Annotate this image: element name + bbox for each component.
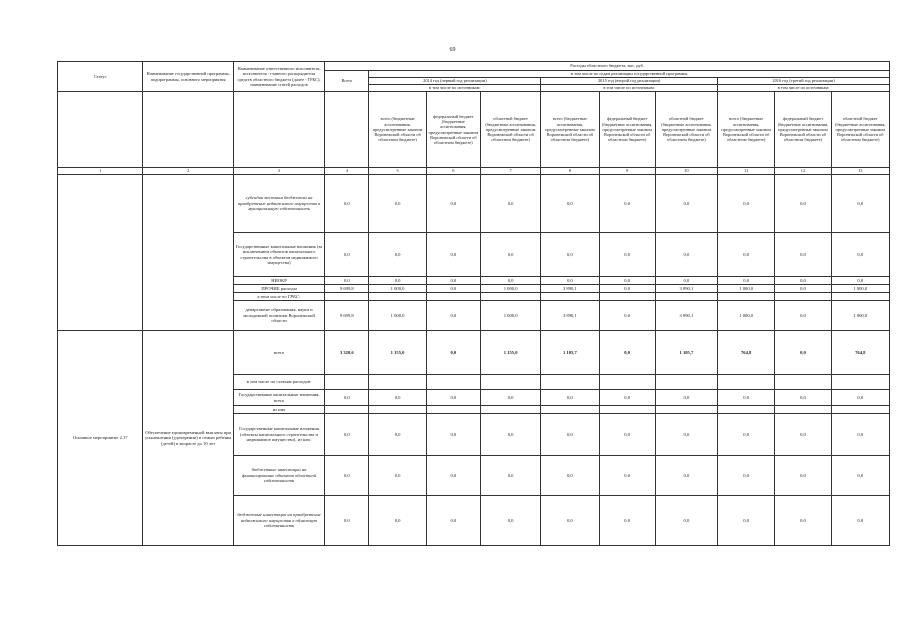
value-cell: 1 155,0 bbox=[369, 331, 426, 375]
value-cell: 0,0 bbox=[325, 414, 369, 456]
value-cell: 9 699,8 bbox=[325, 301, 369, 331]
value-cell: 0,0 bbox=[718, 456, 775, 496]
value-cell: 9 699,8 bbox=[325, 285, 369, 293]
value-cell: 0,0 bbox=[655, 233, 717, 277]
value-cell: 0,0 bbox=[426, 456, 480, 496]
row-label: бюджетные инвестиции на приобретение недвижимого имущества в областную собственность bbox=[233, 496, 324, 546]
value-cell: 1 000,0 bbox=[369, 285, 426, 293]
value-cell: 0,0 bbox=[480, 414, 540, 456]
value-cell: 0,0 bbox=[369, 277, 426, 285]
value-cell bbox=[718, 293, 775, 301]
value-cell: 0,0 bbox=[775, 277, 831, 285]
value-cell: 1 000,0 bbox=[480, 285, 540, 293]
row-label: Государственные капитальные вложения (объекты капитального строительства и недвижимое имущество), из них: bbox=[233, 414, 324, 456]
header-responsible: Наименование ответственного исполнителя, исполнителя - главного распорядителя средств областного бюджета (далее - ГРБС), наименование статей расходов bbox=[233, 62, 324, 92]
value-cell: 0,0 bbox=[718, 233, 775, 277]
value-cell: 1 105,7 bbox=[541, 331, 599, 375]
main-event-name: Обеспечение единовременной выплаты при усыновлении (удочерении) в семью ребенка (детей) в возрасте до 10 лет bbox=[143, 331, 233, 546]
value-cell: 1 000,0 bbox=[480, 301, 540, 331]
value-cell: 1 000,0 bbox=[831, 301, 889, 331]
value-cell: 0,0 bbox=[655, 175, 717, 233]
value-cell: 0,0 bbox=[599, 277, 655, 285]
value-cell: 0,0 bbox=[541, 277, 599, 285]
value-cell bbox=[480, 406, 540, 414]
value-cell bbox=[369, 406, 426, 414]
value-cell: 0,0 bbox=[775, 456, 831, 496]
row-label: Государственные капитальные вложения (за исключением объектов капитального строительства в объектов недвижимого имущества) bbox=[233, 233, 324, 277]
value-cell: 0,0 bbox=[599, 331, 655, 375]
value-cell: 0,0 bbox=[480, 277, 540, 285]
column-number: 7 bbox=[480, 168, 540, 175]
value-cell: 1 105,7 bbox=[655, 331, 717, 375]
value-cell: 764,8 bbox=[718, 331, 775, 375]
value-cell: 1 000,0 bbox=[831, 285, 889, 293]
column-number: 11 bbox=[718, 168, 775, 175]
value-cell: 0,0 bbox=[775, 390, 831, 406]
value-cell: 0,0 bbox=[480, 456, 540, 496]
row-label: департамент образования, науки и молодежной политики Воронежской области bbox=[233, 301, 324, 331]
value-cell: 0,0 bbox=[480, 390, 540, 406]
value-cell: 0,0 bbox=[718, 277, 775, 285]
row-label: субсидии местным бюджетам на приобретение недвижимого имущества в муниципальную собственность bbox=[233, 175, 324, 233]
column-number: 3 bbox=[233, 168, 324, 175]
column-number: 4 bbox=[325, 168, 369, 175]
value-cell: 0,0 bbox=[325, 233, 369, 277]
value-cell bbox=[775, 375, 831, 390]
table-row bbox=[58, 175, 890, 233]
value-cell bbox=[325, 293, 369, 301]
header-empty bbox=[233, 92, 324, 168]
value-cell bbox=[541, 293, 599, 301]
header-expenses-title: Расходы областного бюджета, тыс. руб. bbox=[325, 62, 890, 71]
value-cell: 0,0 bbox=[325, 277, 369, 285]
value-cell: 0,0 bbox=[831, 233, 889, 277]
row-label: ПРОЧИЕ расходы bbox=[233, 285, 324, 293]
header-col-regional: областной бюджет (бюджетные ассигнования, предусмотренные законом Воронежской области об областном бюджете) bbox=[831, 92, 889, 168]
value-cell bbox=[369, 293, 426, 301]
column-number: 6 bbox=[426, 168, 480, 175]
header-col-total: всего (бюджетные ассигнования, предусмотренные законом Воронежской области об областном бюджете) bbox=[541, 92, 599, 168]
value-cell: 0,0 bbox=[831, 414, 889, 456]
header-year-2014: 2014 год (первый год реализации) bbox=[369, 78, 541, 85]
header-col-regional: областной бюджет (бюджетные ассигнования, предусмотренные законом Воронежской области об областном бюджете) bbox=[480, 92, 540, 168]
value-cell: 0,0 bbox=[480, 175, 540, 233]
value-cell bbox=[718, 406, 775, 414]
main-event-status: Основное мероприятие 2.17 bbox=[58, 331, 143, 546]
program-cell bbox=[143, 175, 233, 331]
value-cell: 0,0 bbox=[325, 496, 369, 546]
value-cell bbox=[775, 406, 831, 414]
header-col-total: всего (бюджетные ассигнования, предусмотренные законом Воронежской области об областном бюджете) bbox=[369, 92, 426, 168]
value-cell: 0,0 bbox=[541, 175, 599, 233]
value-cell: 0,0 bbox=[541, 456, 599, 496]
value-cell bbox=[325, 375, 369, 390]
header-col-federal: федеральный бюджет (бюджетные ассигнования, предусмотренные законом Воронежской области об областном бюджете) bbox=[426, 92, 480, 168]
value-cell bbox=[718, 375, 775, 390]
value-cell bbox=[655, 406, 717, 414]
value-cell: 3 320,6 bbox=[325, 331, 369, 375]
column-number: 8 bbox=[541, 168, 599, 175]
value-cell: 0,0 bbox=[426, 390, 480, 406]
header-col-federal: федеральный бюджет (бюджетные ассигнования, предусмотренные законом Воронежской области об областном бюджете) bbox=[599, 92, 655, 168]
value-cell: 3 890,1 bbox=[541, 285, 599, 293]
value-cell: 0,0 bbox=[541, 414, 599, 456]
value-cell: 3 890,1 bbox=[655, 285, 717, 293]
value-cell: 764,8 bbox=[831, 331, 889, 375]
value-cell: 0,0 bbox=[655, 496, 717, 546]
value-cell: 0,0 bbox=[718, 414, 775, 456]
value-cell: 0,0 bbox=[480, 496, 540, 546]
row-label: в том числе по ГРБС: bbox=[233, 293, 324, 301]
row-label: всего bbox=[233, 331, 324, 375]
value-cell: 0,0 bbox=[480, 233, 540, 277]
header-col-federal: федеральный бюджет (бюджетные ассигнования, предусмотренные законом Воронежской области об областном бюджете) bbox=[775, 92, 831, 168]
header-by-sources: в том числе по источникам: bbox=[369, 85, 541, 92]
column-number: 13 bbox=[831, 168, 889, 175]
value-cell: 0,0 bbox=[426, 277, 480, 285]
value-cell: 0,0 bbox=[599, 390, 655, 406]
value-cell: 0,0 bbox=[426, 175, 480, 233]
value-cell: 0,0 bbox=[599, 496, 655, 546]
value-cell: 0,0 bbox=[831, 390, 889, 406]
value-cell bbox=[831, 375, 889, 390]
table-row bbox=[58, 331, 890, 375]
value-cell: 0,0 bbox=[426, 301, 480, 331]
header-year-2015: 2015 год (второй год реализации) bbox=[541, 78, 718, 85]
value-cell bbox=[831, 406, 889, 414]
header-empty bbox=[325, 92, 369, 168]
value-cell bbox=[599, 406, 655, 414]
value-cell: 3 890,1 bbox=[541, 301, 599, 331]
header-by-sources: в том числе по источникам: bbox=[718, 85, 890, 92]
value-cell: 0,0 bbox=[369, 175, 426, 233]
value-cell: 0,0 bbox=[541, 233, 599, 277]
value-cell bbox=[599, 293, 655, 301]
value-cell: 0,0 bbox=[325, 456, 369, 496]
header-status: Статус bbox=[58, 62, 143, 92]
column-number: 12 bbox=[775, 168, 831, 175]
value-cell bbox=[655, 375, 717, 390]
header-total: Всего bbox=[325, 71, 369, 92]
value-cell: 0,0 bbox=[831, 496, 889, 546]
column-number: 1 bbox=[58, 168, 143, 175]
value-cell: 0,0 bbox=[718, 175, 775, 233]
value-cell: 3 890,1 bbox=[655, 301, 717, 331]
header-col-regional: областной бюджет (бюджетные ассигнования, предусмотренные законом Воронежской области об областном бюджете) bbox=[655, 92, 717, 168]
value-cell: 0,0 bbox=[541, 496, 599, 546]
value-cell: 0,0 bbox=[775, 285, 831, 293]
value-cell bbox=[325, 406, 369, 414]
value-cell: 0,0 bbox=[599, 233, 655, 277]
page-number: 69 bbox=[449, 47, 456, 53]
value-cell: 0,0 bbox=[599, 456, 655, 496]
value-cell bbox=[541, 406, 599, 414]
column-number: 5 bbox=[369, 168, 426, 175]
row-label: Государственные капитальные вложения, всего bbox=[233, 390, 324, 406]
value-cell bbox=[480, 375, 540, 390]
value-cell: 0,0 bbox=[775, 331, 831, 375]
value-cell bbox=[426, 293, 480, 301]
value-cell: 0,0 bbox=[369, 456, 426, 496]
status-cell bbox=[58, 175, 143, 331]
value-cell bbox=[541, 375, 599, 390]
value-cell: 0,0 bbox=[426, 233, 480, 277]
value-cell: 0,0 bbox=[369, 496, 426, 546]
value-cell: 0,0 bbox=[426, 496, 480, 546]
value-cell: 0,0 bbox=[325, 175, 369, 233]
value-cell bbox=[599, 375, 655, 390]
value-cell: 0,0 bbox=[599, 175, 655, 233]
value-cell: 0,0 bbox=[655, 390, 717, 406]
value-cell: 0,0 bbox=[775, 301, 831, 331]
value-cell: 0,0 bbox=[426, 285, 480, 293]
value-cell: 0,0 bbox=[831, 277, 889, 285]
header-program-name: Наименование государственной программы, подпрограммы, основного мероприятия bbox=[143, 62, 233, 92]
value-cell: 0,0 bbox=[831, 456, 889, 496]
value-cell bbox=[655, 293, 717, 301]
value-cell: 0,0 bbox=[369, 414, 426, 456]
column-number: 9 bbox=[599, 168, 655, 175]
header-by-sources: в том числе по источникам: bbox=[541, 85, 718, 92]
value-cell: 0,0 bbox=[599, 301, 655, 331]
row-label: в том числе по статьям расходов: bbox=[233, 375, 324, 390]
column-number: 2 bbox=[143, 168, 233, 175]
value-cell: 0,0 bbox=[718, 496, 775, 546]
value-cell: 0,0 bbox=[541, 390, 599, 406]
value-cell: 0,0 bbox=[718, 390, 775, 406]
column-number: 10 bbox=[655, 168, 717, 175]
value-cell: 0,0 bbox=[655, 277, 717, 285]
value-cell: 1 155,0 bbox=[480, 331, 540, 375]
header-empty bbox=[143, 92, 233, 168]
value-cell: 0,0 bbox=[369, 390, 426, 406]
value-cell: 1 000,0 bbox=[369, 301, 426, 331]
value-cell bbox=[775, 293, 831, 301]
value-cell: 0,0 bbox=[325, 390, 369, 406]
header-empty bbox=[58, 92, 143, 168]
row-label: из них bbox=[233, 406, 324, 414]
row-label: НИОКР bbox=[233, 277, 324, 285]
value-cell: 0,0 bbox=[775, 414, 831, 456]
row-label: бюджетные инвестиции на финансирование объектов областной собственности bbox=[233, 456, 324, 496]
value-cell bbox=[369, 375, 426, 390]
value-cell: 0,0 bbox=[426, 331, 480, 375]
budget-table bbox=[57, 61, 890, 546]
value-cell: 0,0 bbox=[655, 456, 717, 496]
value-cell: 0,0 bbox=[369, 233, 426, 277]
value-cell: 0,0 bbox=[775, 233, 831, 277]
value-cell: 0,0 bbox=[655, 414, 717, 456]
header-year-2016: 2016 год (третий год реализации) bbox=[718, 78, 890, 85]
value-cell bbox=[831, 293, 889, 301]
value-cell bbox=[480, 293, 540, 301]
value-cell: 0,0 bbox=[426, 414, 480, 456]
value-cell bbox=[426, 375, 480, 390]
value-cell: 0,0 bbox=[599, 285, 655, 293]
value-cell: 0,0 bbox=[775, 496, 831, 546]
value-cell: 1 000,0 bbox=[718, 301, 775, 331]
value-cell: 0,0 bbox=[599, 414, 655, 456]
value-cell: 1 000,0 bbox=[718, 285, 775, 293]
value-cell: 0,0 bbox=[775, 175, 831, 233]
value-cell: 0,0 bbox=[831, 175, 889, 233]
header-by-years: в том числе по годам реализации государственной программы bbox=[369, 71, 890, 78]
header-col-total: всего (бюджетные ассигнования, предусмотренные законом Воронежской области об областном бюджете) bbox=[718, 92, 775, 168]
value-cell bbox=[426, 406, 480, 414]
